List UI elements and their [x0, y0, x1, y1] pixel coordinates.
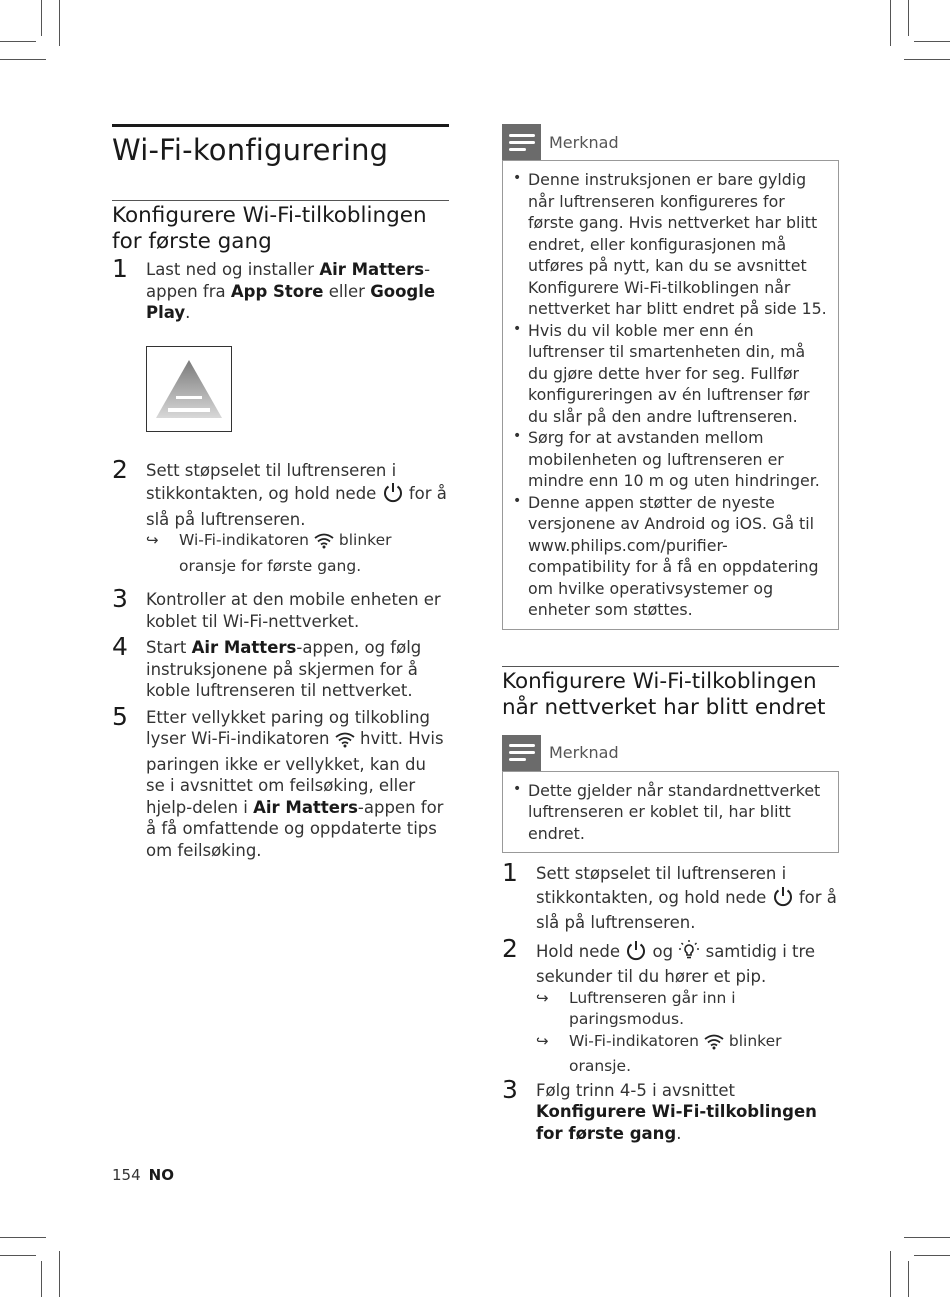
- page-footer: [112, 1166, 174, 1184]
- note-icon: [502, 735, 541, 771]
- note-header: [502, 124, 839, 160]
- step-number: 5: [112, 701, 128, 731]
- step-5: 5 Etter vellykket paring og tilkobling lyser Wi-Fi-indikatoren hvitt. Hvis paringen ikke er vellykket, kan du se i avsnittet om feilsøking, eller hjelp-delen i Air Matters-appen for å få omfattende og oppdaterte tips om feilsøking.: [112, 701, 444, 860]
- left-column: [112, 124, 449, 861]
- app-name: Air Matters: [319, 260, 425, 279]
- setup-steps: [112, 254, 449, 861]
- light-icon: [678, 939, 700, 967]
- reconfigure-steps: [502, 858, 839, 1144]
- crop-mark: [908, 0, 909, 36]
- note-item: • Denne instruksjonen er bare gyldig når luftrenseren konfigureres for første gang. Hvis nettverket har blitt endret, eller konfigurasjonen må utføres på nytt, kan du se avsnittet Konfigurere Wi-Fi-tilkoblingen når nettverket har blitt endret på side 15.: [513, 170, 827, 318]
- step-2: 2 Hold nede og samtidig i tre sekunder til du hører et pip.: [502, 933, 816, 986]
- note-item: • Hvis du vil koble mer enn én luftrenser til smartenheten din, må du gjøre dette hver for seg. Fullfør konfigureringen av én luftrenser før du slår på den andre luftrenseren.: [513, 320, 810, 426]
- right-column: [502, 124, 839, 1144]
- crop-mark: [890, 0, 891, 46]
- crop-mark: [41, 0, 42, 36]
- crop-mark: [0, 1237, 46, 1238]
- step-number: 2: [112, 454, 128, 484]
- step-number: 1: [502, 858, 518, 887]
- app-name: Air Matters: [191, 638, 297, 657]
- wifi-icon: [335, 732, 355, 754]
- crop-mark: [914, 1255, 950, 1256]
- section-rule: [112, 200, 449, 201]
- crop-mark: [908, 1261, 909, 1297]
- language-code: NO: [148, 1166, 174, 1184]
- step-2-result: ↪ Luftrenseren går inn i paringsmodus.: [536, 988, 736, 1028]
- note-label: Merknad: [549, 132, 619, 152]
- crop-mark: [904, 59, 950, 60]
- step-number: 3: [112, 584, 128, 613]
- step-number: 3: [502, 1074, 518, 1104]
- note-label: Merknad: [549, 743, 619, 762]
- crop-mark: [890, 1251, 891, 1297]
- section-rule: [502, 666, 839, 667]
- power-icon: [772, 885, 794, 913]
- step-2: 2 Sett støpselet til luftrenseren i stikkontakten, og hold nede for å slå på luftrenseren.: [112, 454, 447, 529]
- note-item: • Denne appen støtter de nyeste versjonene av Android og iOS. Gå til www.philips.com/purifier-compatibility for å få en oppdatering om hvilke operativsystemer og enheter som støttes.: [513, 492, 819, 619]
- note-box: [502, 771, 839, 854]
- step-1: 1 Last ned og installer Air Matters-appen fra App Store eller Google Play.: [112, 254, 436, 322]
- crop-mark: [0, 1255, 36, 1256]
- step-2-result: ↪ Wi-Fi-indikatoren blinker oransje for første gang.: [146, 531, 392, 575]
- wifi-icon: [704, 1034, 724, 1057]
- step-number: 4: [112, 632, 128, 661]
- crop-mark: [59, 0, 60, 46]
- app-name: Air Matters: [253, 797, 358, 817]
- power-icon: [382, 481, 404, 509]
- section-title-first-setup: Konfigurere Wi-Fi-tilkoblingen for første gang: [112, 203, 427, 254]
- section-title-network-changed: Konfigurere Wi-Fi-tilkoblingen når nettverket har blitt endret: [502, 668, 826, 720]
- crop-mark: [914, 41, 950, 42]
- note-item: • Sørg for at avstanden mellom mobilenheten og luftrenseren er mindre enn 10 m og uten hindringer.: [513, 428, 820, 490]
- step-3: 3 Følg trinn 4-5 i avsnittet Konfigurere Wi-Fi-tilkoblingen for første gang.: [502, 1074, 817, 1143]
- page-title: Wi-Fi-konfigurering: [112, 133, 389, 167]
- title-rule: [112, 124, 449, 127]
- step-number: 2: [502, 933, 518, 963]
- note-icon: [502, 124, 541, 160]
- note-header: [502, 735, 839, 771]
- power-icon: [625, 939, 647, 967]
- wifi-icon: [314, 533, 334, 556]
- note-item: • Dette gjelder når standardnettverket luftrenseren er koblet til, har blitt endret.: [513, 780, 821, 843]
- step-4: 4 Start Air Matters-appen, og følg instruksjonene på skjermen for å koble luftrenseren til nettverket.: [112, 632, 422, 700]
- page-number: 154: [112, 1166, 141, 1184]
- store-name: App Store: [230, 281, 324, 301]
- crop-mark: [904, 1237, 950, 1238]
- step-2-result: ↪ Wi-Fi-indikatoren blinker oransje.: [536, 1031, 782, 1075]
- crop-mark: [0, 41, 36, 42]
- air-matters-app-icon: [146, 346, 232, 432]
- crop-mark: [41, 1261, 42, 1297]
- step-1: 1 Sett støpselet til luftrenseren i stikkontakten, og hold nede for å slå på luftrenseren.: [502, 858, 837, 932]
- note-box: [502, 160, 839, 630]
- step-3: 3 Kontroller at den mobile enheten er koblet til Wi-Fi-nettverket.: [112, 584, 441, 631]
- section-reference: Konfigurere Wi-Fi-tilkoblingen for første gang: [536, 1102, 817, 1143]
- crop-mark: [59, 1251, 60, 1297]
- store-name: Google Play: [146, 281, 436, 322]
- step-number: 1: [112, 254, 128, 283]
- crop-mark: [0, 59, 46, 60]
